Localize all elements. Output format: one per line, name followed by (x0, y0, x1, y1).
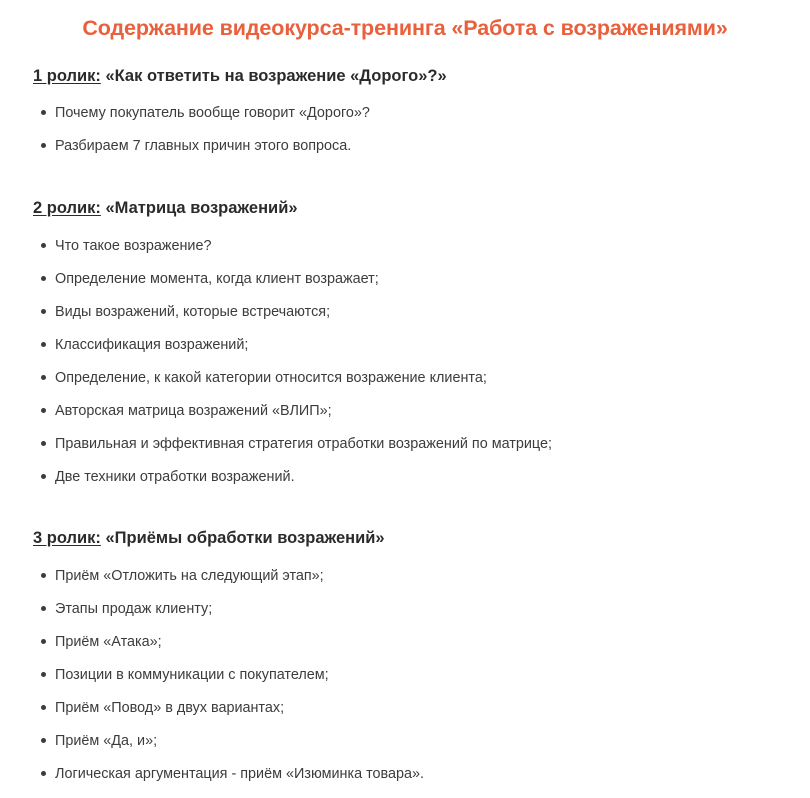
list-item (0, 402, 810, 435)
bullet-dot-icon (41, 672, 46, 677)
section-2-list (0, 237, 810, 501)
list-item (0, 336, 810, 369)
course-section-3 (0, 527, 810, 798)
bullet-dot-icon (41, 110, 46, 115)
list-item-label: Логическая аргументация - приём «Изюминка товара». (55, 766, 424, 782)
list-item (0, 137, 810, 170)
list-item (0, 303, 810, 336)
bullet-dot-icon (41, 639, 46, 644)
list-item (0, 765, 810, 798)
list-item-label: Классификация возражений; (55, 337, 249, 353)
page-title: Содержание видеокурса-тренинга «Работа с возражениями» (82, 16, 728, 40)
bullet-dot-icon (41, 342, 46, 347)
list-item (0, 369, 810, 402)
bullet-dot-icon (41, 243, 46, 248)
list-item-label: Позиции в коммуникации с покупателем; (55, 667, 329, 683)
list-item (0, 633, 810, 666)
list-item-label: Приём «Да, и»; (55, 733, 158, 749)
list-item-label: Определение момента, когда клиент возражает; (55, 271, 379, 287)
bullet-dot-icon (41, 143, 46, 148)
list-item-label: Две техники отработки возражений. (55, 469, 295, 485)
list-item-label: Приём «Атака»; (55, 634, 162, 650)
bullet-dot-icon (41, 309, 46, 314)
course-section-1 (0, 65, 810, 170)
section-title-3: «Приёмы обработки возражений» (105, 529, 385, 547)
list-item-label: Правильная и эффективная стратегия отработки возражений по матрице; (55, 436, 553, 452)
list-item-label: Определение, к какой категории относится возражение клиента; (55, 370, 487, 386)
section-1-list (0, 104, 810, 170)
list-item (0, 699, 810, 732)
list-item (0, 600, 810, 633)
bullet-dot-icon (41, 606, 46, 611)
bullet-dot-icon (41, 771, 46, 776)
section-3-list (0, 567, 810, 798)
bullet-dot-icon (41, 573, 46, 578)
bullet-dot-icon (41, 408, 46, 413)
list-item-label: Почему покупатель вообще говорит «Дорого»? (55, 105, 370, 121)
list-item (0, 666, 810, 699)
list-item (0, 104, 810, 137)
bullet-dot-icon (41, 375, 46, 380)
list-item-label: Виды возражений, которые встречаются; (55, 304, 331, 320)
list-item (0, 567, 810, 600)
list-item-label: Приём «Повод» в двух вариантах; (55, 700, 285, 716)
list-item (0, 468, 810, 501)
list-item-label: Авторская матрица возражений «ВЛИП»; (55, 403, 332, 419)
bullet-dot-icon (41, 474, 46, 479)
section-label-3: 3 ролик: (33, 529, 101, 547)
list-item (0, 237, 810, 270)
bullet-dot-icon (41, 276, 46, 281)
section-label-1: 1 ролик: (33, 67, 101, 85)
section-heading-3 (0, 527, 810, 549)
section-heading-2 (0, 197, 810, 219)
section-title-1: «Как ответить на возражение «Дорого»?» (105, 67, 447, 85)
bullet-dot-icon (41, 705, 46, 710)
list-item-label: Этапы продаж клиенту; (55, 601, 213, 617)
list-item-label: Приём «Отложить на следующий этап»; (55, 568, 324, 584)
section-label-2: 2 ролик: (33, 199, 101, 217)
bullet-dot-icon (41, 441, 46, 446)
section-title-2: «Матрица возражений» (105, 199, 298, 217)
list-item (0, 270, 810, 303)
list-item-label: Разбираем 7 главных причин этого вопроса. (55, 138, 352, 154)
list-item-label: Что такое возражение? (55, 238, 212, 254)
course-section-2 (0, 197, 810, 501)
list-item (0, 435, 810, 468)
section-heading-1 (0, 65, 810, 87)
bullet-dot-icon (41, 738, 46, 743)
